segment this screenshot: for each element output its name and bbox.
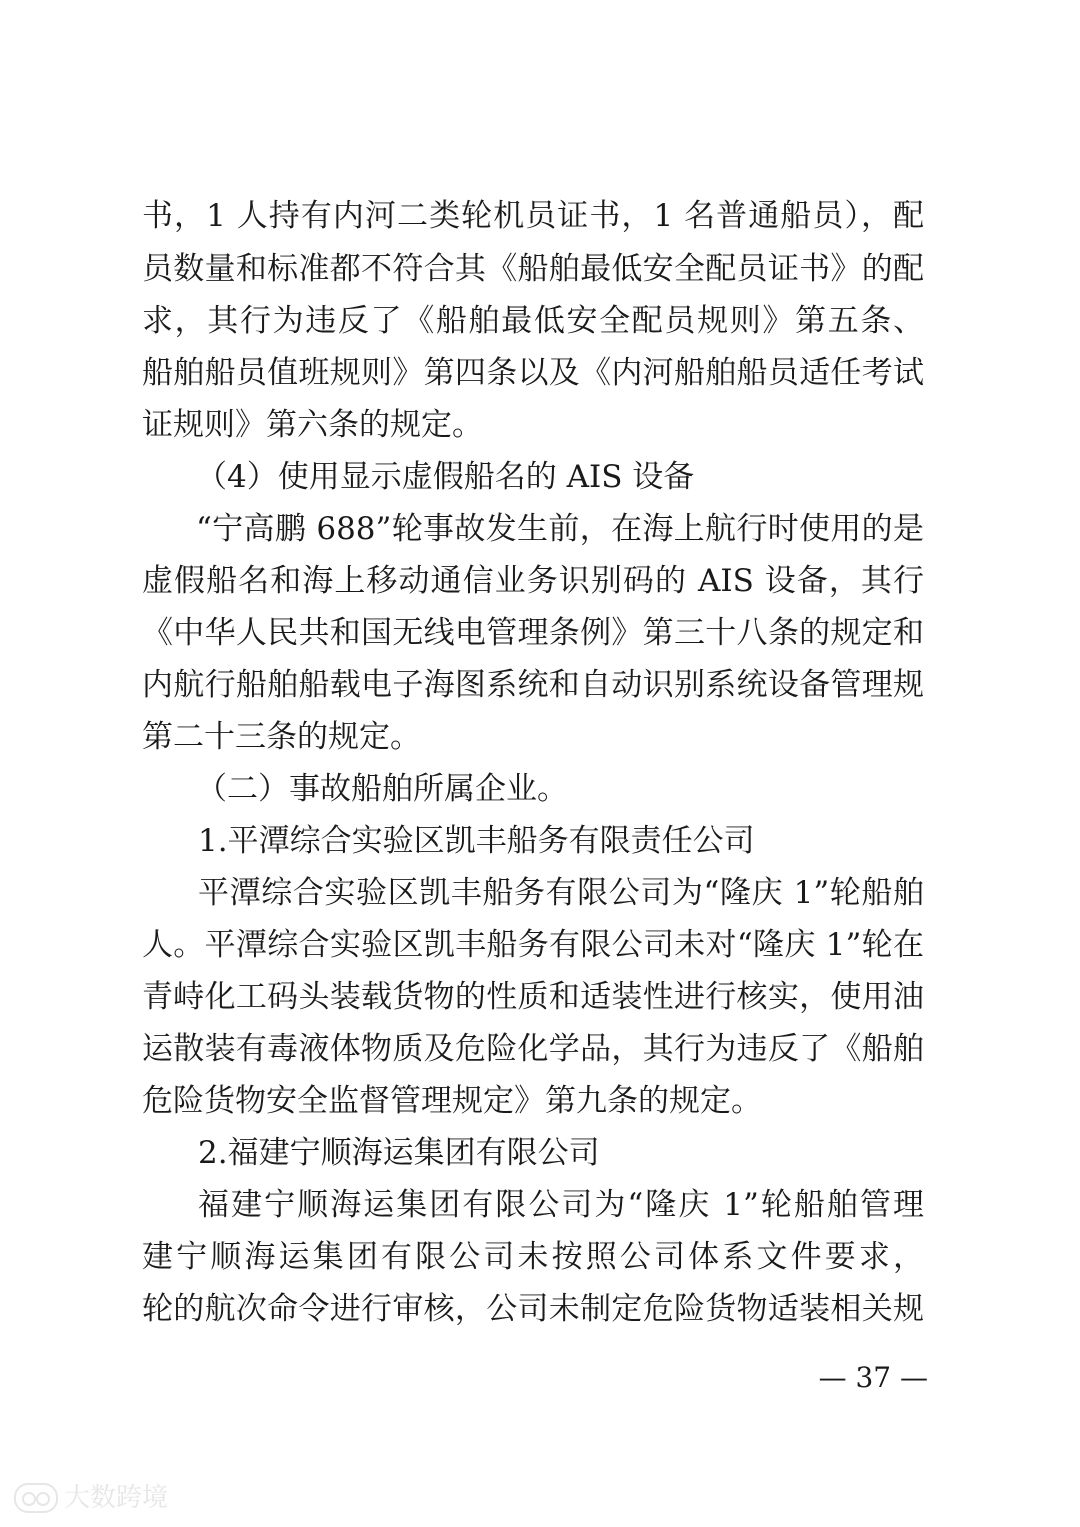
text-line: 第二十三条的规定。: [142, 719, 421, 755]
text-line: 内航行船舶船载电子海图系统和自动识别系统设备管理规: [142, 667, 924, 703]
watermark-logo-icon: [14, 1483, 58, 1513]
subsection-heading: 2.福建宁顺海运集团有限公司: [198, 1135, 600, 1171]
text-line: 危险货物安全监督管理规定》第九条的规定。: [142, 1083, 762, 1119]
text-line: 求，其行为违反了《船舶最低安全配员规则》第五条、: [142, 303, 924, 339]
text-line: 福建宁顺海运集团有限公司为“隆庆 1”轮船舶管理: [198, 1187, 924, 1223]
text-line: 《中华人民共和国无线电管理条例》第三十八条的规定和: [142, 615, 924, 651]
text-line: 人。平潭综合实验区凯丰船务有限公司未对“隆庆 1”轮在: [142, 927, 924, 963]
text-line: 青峙化工码头装载货物的性质和适装性进行核实，使用油: [142, 979, 924, 1015]
section-heading: （二）事故船舶所属企业。: [196, 771, 568, 807]
text-line: “宁高鹏 688”轮事故发生前，在海上航行时使用的是: [196, 511, 924, 547]
page-number: — 37 —: [818, 1361, 928, 1394]
text-line: 建宁顺海运集团有限公司未按照公司体系文件要求，: [142, 1239, 924, 1275]
text-line: 员数量和标准都不符合其《船舶最低安全配员证书》的配: [142, 251, 924, 287]
section-heading: （4）使用显示虚假船名的 AIS 设备: [196, 459, 695, 495]
watermark-text: 大数跨境: [64, 1483, 169, 1513]
subsection-heading: 1.平潭综合实验区凯丰船务有限责任公司: [198, 823, 755, 859]
text-line: 轮的航次命令进行审核，公司未制定危险货物适装相关规: [142, 1291, 924, 1327]
text-line: 书，1 人持有内河二类轮机员证书，1 名普通船员），配: [142, 198, 924, 234]
text-line: 虚假船名和海上移动通信业务识别码的 AIS 设备，其行: [142, 563, 924, 599]
text-line: 平潭综合实验区凯丰船务有限公司为“隆庆 1”轮船舶: [198, 875, 924, 911]
text-line: 船舶船员值班规则》第四条以及《内河船舶船员适任考试: [142, 355, 924, 391]
text-line: 证规则》第六条的规定。: [142, 407, 483, 443]
watermark: [14, 1478, 168, 1518]
text-line: 运散装有毒液体物质及危险化学品，其行为违反了《船舶: [142, 1031, 924, 1067]
